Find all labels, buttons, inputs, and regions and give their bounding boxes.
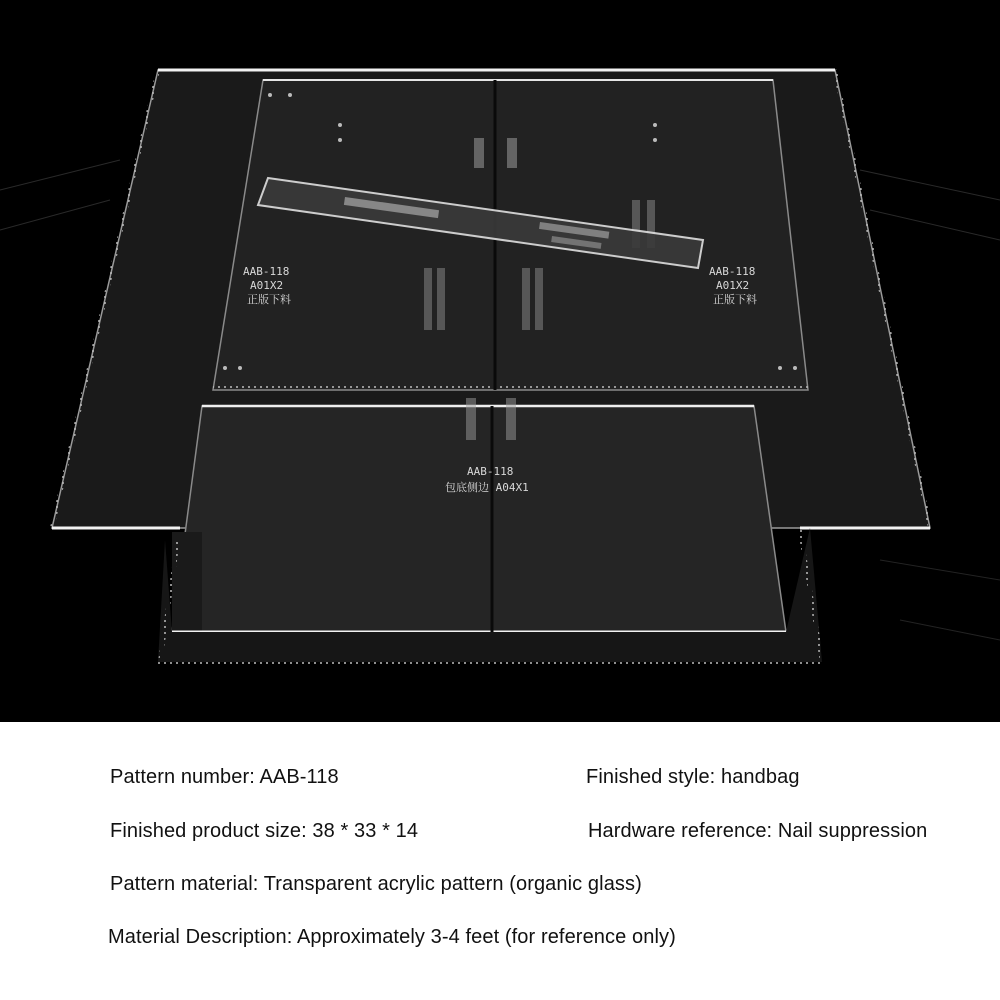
finished-size-text: Finished product size: 38 * 33 * 14 (110, 820, 419, 842)
bottom-piece-code: AAB-118 (467, 465, 514, 478)
left-piece-note: 正版下料 (247, 293, 291, 306)
hardware-reference-text: Hardware reference: Nail suppression (588, 820, 928, 842)
pattern-number-text: Pattern number: AAB-118 (110, 766, 339, 788)
pattern-material-text: Pattern material: Transparent acrylic pattern (organic glass) (110, 873, 642, 895)
right-piece-count: A01X2 (716, 279, 750, 292)
bottom-piece-note: 包底侧边 A04X1 (445, 481, 529, 494)
left-piece-code: AAB-118 (243, 265, 290, 278)
bottom-panel (158, 398, 822, 662)
left-piece-count: A01X2 (250, 279, 284, 292)
right-piece-note: 正版下料 (713, 293, 757, 306)
finished-style-text: Finished style: handbag (586, 766, 800, 788)
material-description-text: Material Description: Approximately 3-4 feet (for reference only) (108, 926, 676, 948)
right-piece-code: AAB-118 (709, 265, 756, 278)
